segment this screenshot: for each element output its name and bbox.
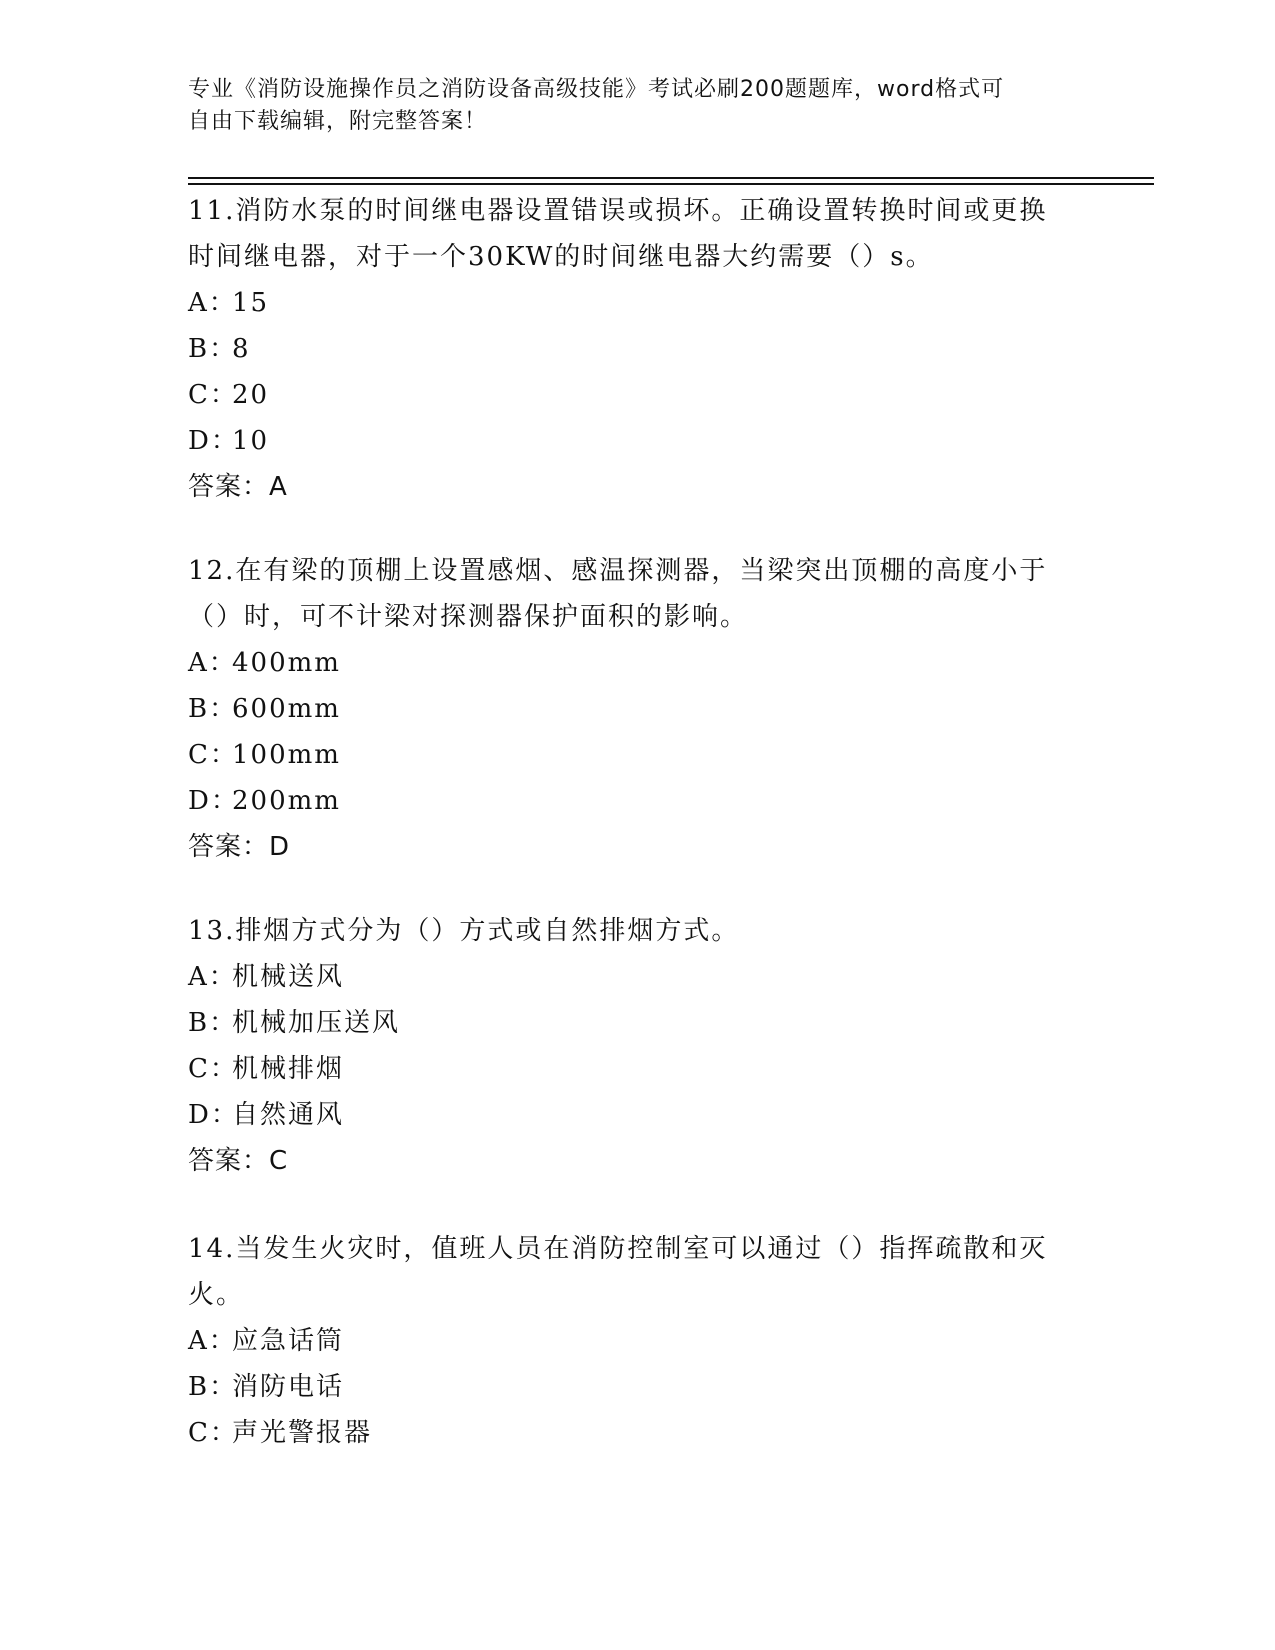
option-text: 声光警报器 bbox=[232, 1418, 373, 1448]
option-key: A： bbox=[188, 962, 237, 992]
option-text: 机械加压送风 bbox=[232, 1008, 401, 1038]
header-line-1: 专业《消防设施操作员之消防设备高级技能》考试必刷200题题库，word格式可 bbox=[188, 77, 1005, 102]
option-text: 200mm bbox=[232, 786, 341, 816]
answer: 答案：C bbox=[188, 1146, 289, 1176]
question-stem-line: 13.排烟方式分为（）方式或自然排烟方式。 bbox=[188, 916, 740, 946]
option-key: B： bbox=[188, 334, 238, 364]
header-line-2: 自由下载编辑，附完整答案！ bbox=[188, 109, 488, 134]
option-text: 400mm bbox=[232, 648, 341, 678]
option-key: B： bbox=[188, 1372, 238, 1402]
option-key: B： bbox=[188, 1008, 238, 1038]
option-text: 15 bbox=[232, 288, 270, 318]
option-text: 自然通风 bbox=[232, 1100, 345, 1130]
header-divider-bottom bbox=[188, 183, 1154, 185]
option-text: 机械排烟 bbox=[232, 1054, 345, 1084]
option-a bbox=[188, 640, 1088, 686]
option-c bbox=[188, 372, 1088, 418]
option-text: 600mm bbox=[232, 694, 341, 724]
option-key: A： bbox=[188, 1326, 237, 1356]
question-12 bbox=[188, 548, 1088, 870]
question-11 bbox=[188, 188, 1088, 510]
option-b bbox=[188, 326, 1088, 372]
option-text: 100mm bbox=[232, 740, 341, 770]
option-key: C： bbox=[188, 1054, 238, 1084]
answer: 答案：A bbox=[188, 472, 288, 502]
option-key: C： bbox=[188, 740, 238, 770]
option-b bbox=[188, 1000, 1088, 1046]
question-13 bbox=[188, 908, 1088, 1184]
question-14 bbox=[188, 1226, 1088, 1456]
option-text: 10 bbox=[232, 426, 270, 456]
option-key: C： bbox=[188, 1418, 238, 1448]
option-key: B： bbox=[188, 694, 238, 724]
option-text: 消防电话 bbox=[232, 1372, 345, 1402]
option-c bbox=[188, 1046, 1088, 1092]
option-text: 20 bbox=[232, 380, 270, 410]
question-stem-line: 12.在有梁的顶棚上设置感烟、感温探测器，当梁突出顶棚的高度小于 bbox=[188, 556, 1048, 586]
option-a bbox=[188, 280, 1088, 326]
option-key: D： bbox=[188, 786, 239, 816]
document-header bbox=[188, 74, 1068, 138]
option-d bbox=[188, 1092, 1088, 1138]
option-text: 8 bbox=[232, 334, 251, 364]
option-c bbox=[188, 1410, 1088, 1456]
option-key: C： bbox=[188, 380, 238, 410]
question-stem-line: 火。 bbox=[188, 1280, 245, 1310]
question-stem-line: 时间继电器，对于一个30KW的时间继电器大约需要（）s。 bbox=[188, 242, 934, 272]
option-text: 机械送风 bbox=[232, 962, 345, 992]
question-stem-line: （）时，可不计梁对探测器保护面积的影响。 bbox=[188, 602, 749, 632]
option-a bbox=[188, 954, 1088, 1000]
option-key: A： bbox=[188, 288, 237, 318]
question-stem-line: 14.当发生火灾时，值班人员在消防控制室可以通过（）指挥疏散和灭 bbox=[188, 1234, 1048, 1264]
header-divider-top bbox=[188, 177, 1154, 179]
option-b bbox=[188, 1364, 1088, 1410]
question-stem-line: 11.消防水泵的时间继电器设置错误或损坏。正确设置转换时间或更换 bbox=[188, 196, 1048, 226]
option-b bbox=[188, 686, 1088, 732]
option-a bbox=[188, 1318, 1088, 1364]
option-key: A： bbox=[188, 648, 237, 678]
option-d bbox=[188, 778, 1088, 824]
answer: 答案：D bbox=[188, 832, 291, 862]
option-text: 应急话筒 bbox=[232, 1326, 345, 1356]
option-key: D： bbox=[188, 426, 239, 456]
option-d bbox=[188, 418, 1088, 464]
option-key: D： bbox=[188, 1100, 239, 1130]
option-c bbox=[188, 732, 1088, 778]
